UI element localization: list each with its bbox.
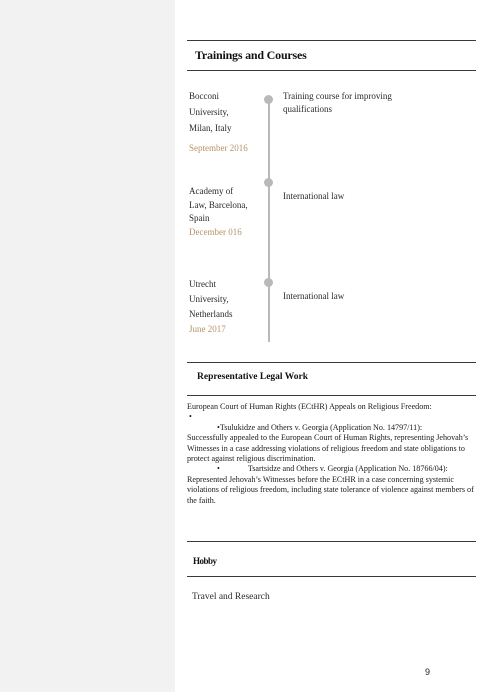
bullet: •	[217, 464, 220, 474]
institution-line: Academy of	[189, 186, 234, 196]
institution-line: Spain	[189, 213, 210, 223]
divider	[187, 576, 476, 577]
course-line: Training course for improving	[283, 91, 392, 101]
course-line: qualifications	[283, 104, 332, 114]
timeline-dot	[264, 278, 273, 287]
course-line: International law	[283, 191, 345, 201]
case-description: Successfully appealed to the European Court of Human Rights, representing Jehovah’s Witnesses in a case addressing violations of religious freedom and state obligations to protect against religious discrimination.	[187, 433, 469, 464]
institution-line: University,	[189, 294, 229, 304]
case-title-line	[187, 464, 483, 474]
institution-line: Milan, Italy	[189, 123, 232, 133]
institution-line: University,	[189, 107, 229, 117]
legal-work-body	[187, 402, 483, 506]
case-title: Tsartsidze and Others v. Georgia (Application No. 18766/04):	[247, 464, 448, 474]
training-institution-3	[189, 277, 264, 337]
trainings-heading: Trainings and Courses	[195, 48, 307, 62]
institution-line: Law, Barcelona,	[189, 199, 248, 210]
hobby-heading: Hobby	[193, 556, 217, 566]
training-date: June 2017	[189, 324, 226, 334]
training-course-2	[283, 190, 433, 203]
course-line: International law	[283, 291, 345, 301]
case-description: Represented Jehovah’s Witnesses before the ECtHR in a case concerning systemic violations of religious freedom, including state tolerance of violence against members of the faith.	[187, 474, 474, 505]
timeline-line	[268, 98, 270, 342]
legal-work-heading: Representative Legal Work	[197, 372, 308, 382]
institution-line: Netherlands	[189, 309, 233, 319]
case-title: •Tsulukidze and Others v. Georgia (Application No. 14797/11):	[217, 422, 423, 432]
divider	[187, 40, 476, 41]
training-date: December 016	[189, 226, 242, 237]
legal-intro: European Court of Human Rights (ECtHR) Appeals on Religious Freedom:	[187, 402, 432, 411]
training-course-3	[283, 290, 433, 303]
divider	[187, 70, 476, 71]
training-course-1	[283, 90, 433, 116]
timeline-dot	[264, 178, 273, 187]
institution-line: Bocconi	[189, 91, 219, 101]
divider	[187, 395, 476, 396]
institution-line: Utrecht	[189, 279, 216, 289]
training-date: September 2016	[189, 143, 248, 153]
divider	[187, 541, 476, 542]
divider	[187, 362, 476, 363]
timeline-dot	[264, 95, 273, 104]
training-institution-2	[189, 185, 264, 239]
page-number: 9	[425, 667, 431, 677]
hobby-text: Travel and Research	[192, 592, 270, 602]
bullet: •	[189, 412, 192, 422]
training-institution-1	[189, 88, 264, 156]
main-content	[175, 0, 490, 692]
left-sidebar	[0, 0, 175, 692]
